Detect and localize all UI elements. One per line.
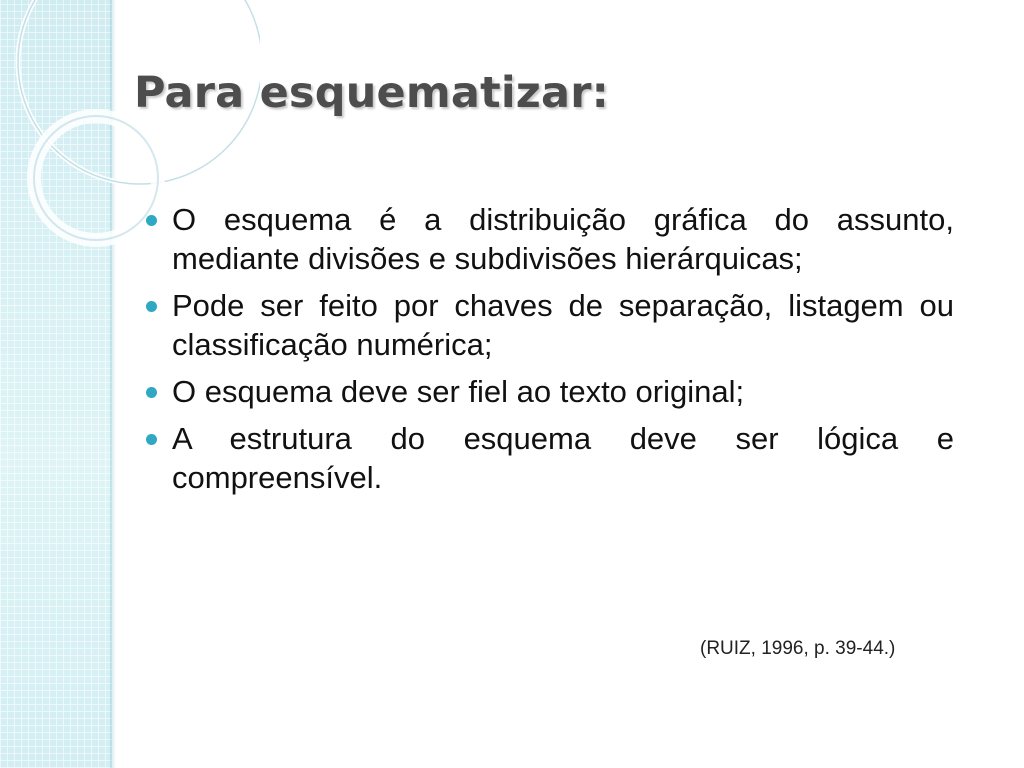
bullet-icon bbox=[146, 301, 157, 312]
bullet-text: Pode ser feito por chaves de separação, listagem ou classificação numérica; bbox=[172, 288, 954, 362]
bullet-text: A estrutura do esquema deve ser lógica e compreensível. bbox=[172, 421, 954, 495]
side-panel-shadow bbox=[110, 0, 116, 768]
bullet-text: O esquema é a distribuição gráfica do assunto, mediante divisões e subdivisões hierárquicas; bbox=[172, 202, 954, 276]
bullet-text: O esquema deve ser fiel ao texto original; bbox=[172, 374, 745, 409]
bullet-item bbox=[146, 286, 954, 364]
decorative-side-panel bbox=[0, 0, 112, 768]
bullet-list bbox=[146, 200, 954, 505]
slide-title: Para esquematizar: bbox=[134, 68, 610, 118]
bullet-icon bbox=[146, 215, 157, 226]
citation: (RUIZ, 1996, p. 39-44.) bbox=[700, 638, 896, 659]
bullet-icon bbox=[146, 434, 157, 445]
bullet-item bbox=[146, 419, 954, 497]
bullet-item bbox=[146, 372, 954, 411]
bullet-icon bbox=[146, 387, 157, 398]
bullet-item bbox=[146, 200, 954, 278]
